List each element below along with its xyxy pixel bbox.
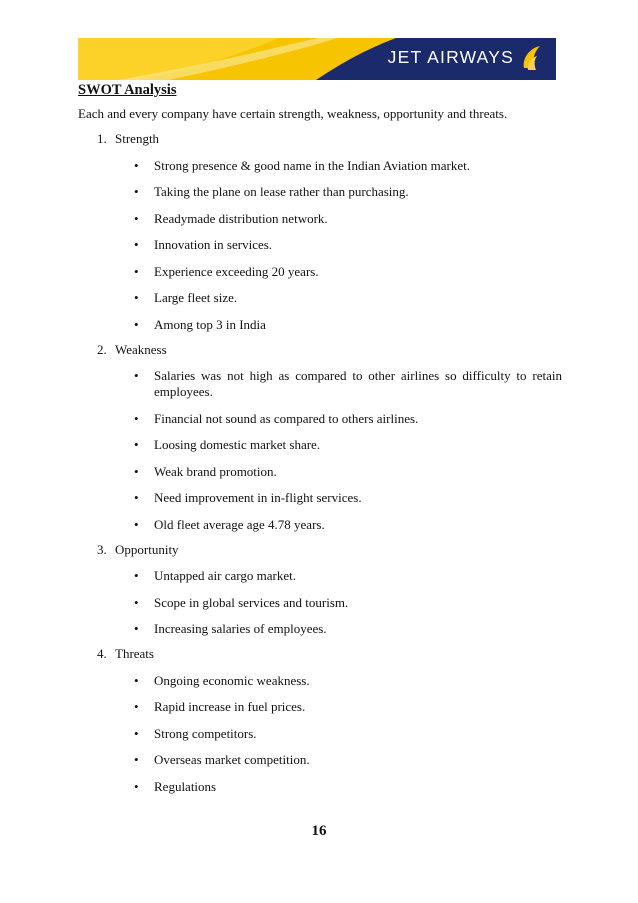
section-heading [97,646,562,662]
list-item [78,621,562,637]
list-item [78,752,562,768]
list-item-text: Need improvement in in-flight services. [154,490,362,505]
list-item-text: Readymade distribution network. [154,210,328,226]
section-label: Weakness [115,341,167,357]
list-item [78,290,562,306]
bullet-icon: • [134,621,139,636]
section-label: Strength [115,131,160,146]
section-heading [97,131,562,147]
list-item-text: Strong competitors. [154,725,257,741]
swot-section [78,131,562,333]
list-item-text: Regulations [154,778,217,794]
bullet-icon: • [134,263,139,279]
section-number: 1. [97,131,107,146]
list-item [78,595,562,611]
list-item [78,237,562,253]
list-item [78,411,562,427]
list-item [78,437,562,453]
swot-sections [78,131,562,795]
list-item-text: Ongoing economic weakness. [154,672,310,688]
list-item [78,517,562,533]
list-item [78,211,562,227]
bullet-icon: • [134,210,139,226]
bullet-icon: • [134,290,139,305]
list-item-text: Overseas market competition. [154,752,310,767]
list-item [78,699,562,715]
list-item-text: Weak brand promotion. [154,463,277,479]
list-item-text: Increasing salaries of employees. [154,621,327,636]
list-item [78,158,562,174]
list-item [78,779,562,795]
section-label: Threats [115,646,154,661]
section-heading [97,342,562,358]
bullet-icon: • [134,699,139,714]
list-item [78,490,562,506]
bullet-icon: • [134,778,139,794]
bullet-icon: • [134,752,139,767]
list-item-text: Old fleet average age 4.78 years. [154,516,325,532]
list-item-text: Salaries was not high as compared to other airlines so difficulty to retain employees. [154,368,562,399]
bullet-icon: • [134,490,139,505]
brand-name: JET AIRWAYS [387,47,514,67]
header-banner [78,38,556,80]
bullet-list [78,368,562,533]
page-number: 16 [311,823,327,839]
swot-section [78,542,562,638]
bullet-icon: • [134,568,139,583]
list-item [78,317,562,333]
section-label: Opportunity [115,541,179,557]
bullet-icon: • [134,594,139,610]
section-number: 4. [97,646,107,661]
jet-airways-sun-icon [518,44,544,72]
list-item [78,184,562,200]
bullet-icon: • [134,316,139,332]
bullet-list [78,158,562,333]
section-number: 2. [97,341,107,357]
section-heading [97,542,562,558]
list-item-text: Large fleet size. [154,290,238,305]
bullet-list [78,568,562,637]
list-item-text: Strong presence & good name in the Indian Aviation market. [154,157,471,173]
list-item-text: Among top 3 in India [154,316,266,332]
list-item-text: Financial not sound as compared to others airlines. [154,410,419,426]
list-item-text: Loosing domestic market share. [154,437,321,452]
list-item-text: Innovation in services. [154,237,273,252]
intro-text: Each and every company have certain strength, weakness, opportunity and threats. [78,106,508,121]
bullet-icon: • [134,725,139,741]
list-item [78,673,562,689]
bullet-icon: • [134,410,139,426]
bullet-icon: • [134,672,139,688]
bullet-icon: • [134,237,139,252]
bullet-icon: • [134,368,139,383]
list-item-text: Rapid increase in fuel prices. [154,699,306,714]
list-item-text: Taking the plane on lease rather than purchasing. [154,184,409,199]
list-item-text: Scope in global services and tourism. [154,594,349,610]
bullet-icon: • [134,463,139,479]
list-item [78,726,562,742]
swot-section [78,646,562,795]
list-item-text: Untapped air cargo market. [154,568,296,583]
document-body [78,82,562,795]
swot-section [78,342,562,533]
list-item [78,368,562,400]
list-item [78,264,562,280]
page-title: SWOT Analysis [78,82,177,98]
list-item-text: Experience exceeding 20 years. [154,263,319,279]
bullet-icon: • [134,437,139,452]
bullet-icon: • [134,157,139,173]
section-number: 3. [97,541,107,557]
list-item [78,568,562,584]
bullet-icon: • [134,184,139,199]
list-item [78,464,562,480]
bullet-icon: • [134,516,139,532]
bullet-list [78,673,562,795]
